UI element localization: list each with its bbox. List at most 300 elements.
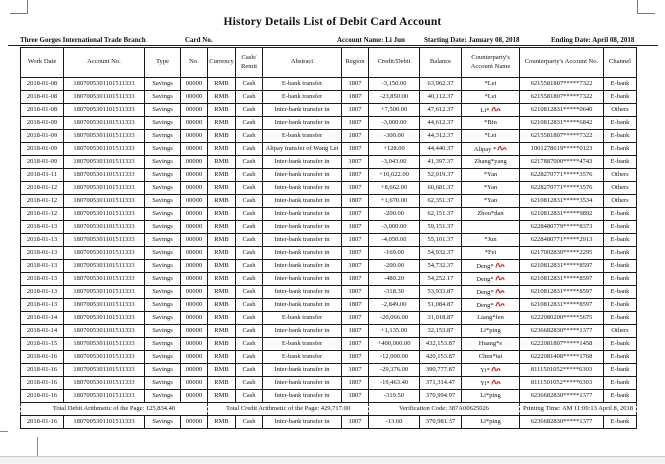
table-row	[21, 143, 637, 156]
cell-account: 1807005301101511333	[64, 299, 145, 312]
cell-counterparty-account: 6228270771*****3576	[520, 169, 604, 182]
cell-account: 1807005301101511333	[64, 130, 145, 143]
cell-cash-remit: Cash	[236, 299, 263, 312]
cell-channel: E-bank	[604, 221, 637, 234]
history-table	[20, 47, 637, 429]
cell-type: Savings	[145, 195, 181, 208]
cell-counterparty-name: Deng*	[462, 299, 520, 312]
cell-channel: E-bank	[604, 286, 637, 299]
cell-abstract: E-bank transfer	[263, 338, 342, 351]
cell-cash-remit: Cash	[236, 91, 263, 104]
cell-channel: E-bank	[604, 130, 637, 143]
crop-mark-top-left-vertical	[27, 0, 28, 13]
cell-region: 1807	[342, 273, 369, 286]
cell-account: 1807005301101511333	[64, 273, 145, 286]
cell-type: Savings	[145, 260, 181, 273]
cell-no: 00000	[181, 416, 208, 429]
cell-no: 00000	[181, 208, 208, 221]
cell-no: 00000	[181, 247, 208, 260]
cell-abstract: Inter-bank transfer in	[263, 221, 342, 234]
cell-no: 00000	[181, 312, 208, 325]
col-header-0: Work Date	[21, 48, 64, 78]
cell-type: Savings	[145, 338, 181, 351]
cell-channel: E-bank	[604, 156, 637, 169]
cell-counterparty-account: 6236682830*****1377	[520, 325, 604, 338]
cell-currency: RMB	[208, 273, 236, 286]
cell-currency: RMB	[208, 143, 236, 156]
cell-currency: RMB	[208, 286, 236, 299]
cell-region: 1807	[342, 169, 369, 182]
cell-channel: E-bank	[604, 78, 637, 91]
cell-account: 1807005301101511333	[64, 234, 145, 247]
cell-currency: RMB	[208, 156, 236, 169]
cell-credit-debit: -319.50	[369, 390, 420, 403]
cell-type: Savings	[145, 143, 181, 156]
cell-type: Savings	[145, 208, 181, 221]
total-debit: Total Debit Arithmetic of the Page: 125,834.40	[21, 403, 208, 416]
cell-currency: RMB	[208, 364, 236, 377]
cell-date: 2018-01-14	[21, 325, 64, 338]
cell-type: Savings	[145, 364, 181, 377]
cell-date: 2018-01-16	[21, 377, 64, 390]
cell-channel: E-bank	[604, 351, 637, 364]
cell-abstract: Inter-bank transfer in	[263, 195, 342, 208]
cell-account: 1807005301101511333	[64, 325, 145, 338]
cell-type: Savings	[145, 130, 181, 143]
cell-counterparty-name: *Yan	[462, 195, 520, 208]
cell-abstract: Inter-bank transfer in	[263, 104, 342, 117]
cell-date: 2018-01-13	[21, 234, 64, 247]
cell-credit-debit: -3,043.00	[369, 156, 420, 169]
cell-credit-debit: +8,662.00	[369, 182, 420, 195]
cell-credit-debit: +1,135.00	[369, 325, 420, 338]
cell-counterparty-account: 6222080200*****5675	[520, 312, 604, 325]
cell-region: 1807	[342, 208, 369, 221]
cell-balance: 32,153.87	[420, 325, 462, 338]
cell-channel: Others	[604, 182, 637, 195]
cell-channel: Others	[604, 104, 637, 117]
cell-balance: 44,612.37	[420, 117, 462, 130]
cell-channel: E-bank	[604, 208, 637, 221]
cell-no: 00000	[181, 377, 208, 390]
cell-counterparty-account: 6210812831*****8597	[520, 286, 604, 299]
cell-no: 00000	[181, 221, 208, 234]
cell-counterparty-name	[462, 221, 520, 234]
cell-type: Savings	[145, 325, 181, 338]
cell-channel: Others	[604, 195, 637, 208]
cell-credit-debit: -200.00	[369, 208, 420, 221]
cell-account: 1807005301101511333	[64, 208, 145, 221]
cell-account: 1807005301101511333	[64, 195, 145, 208]
cell-currency: RMB	[208, 78, 236, 91]
cell-counterparty-account: 6215581807*****7322	[520, 78, 604, 91]
cell-date: 2018-01-14	[21, 312, 64, 325]
cell-cash-remit: Cash	[236, 143, 263, 156]
cell-region: 1807	[342, 78, 369, 91]
crop-mark-top-left	[10, 13, 28, 14]
cell-date: 2018-01-13	[21, 247, 64, 260]
cell-channel: E-bank	[604, 260, 637, 273]
table-row	[21, 364, 637, 377]
table-row	[21, 156, 637, 169]
red-annotation-icon	[491, 378, 501, 386]
cell-date: 2018-01-11	[21, 169, 64, 182]
info-underline	[8, 45, 658, 46]
cell-cash-remit: Cash	[236, 364, 263, 377]
cell-balance: 40,112.37	[420, 91, 462, 104]
cell-credit-debit: -4,050.00	[369, 234, 420, 247]
cell-type: Savings	[145, 104, 181, 117]
cell-counterparty-name: Li*ping	[462, 325, 520, 338]
cell-counterparty-name: Deng*	[462, 260, 520, 273]
cell-type: Savings	[145, 390, 181, 403]
cell-no: 00000	[181, 195, 208, 208]
cell-counterparty-account: 6222081807*****1458	[520, 338, 604, 351]
cell-type: Savings	[145, 169, 181, 182]
cell-abstract: E-bank transfer	[263, 351, 342, 364]
cell-abstract: Inter-bank transfer in	[263, 208, 342, 221]
table-row	[21, 91, 637, 104]
cell-cash-remit: Cash	[236, 130, 263, 143]
cell-cash-remit: Cash	[236, 234, 263, 247]
cell-abstract: Alipay transfer of Wang Lei	[263, 143, 342, 156]
cell-date: 2018-01-16	[21, 351, 64, 364]
cell-date: 2018-01-09	[21, 130, 64, 143]
cell-cash-remit: Cash	[236, 312, 263, 325]
cell-region: 1807	[342, 338, 369, 351]
cell-cash-remit: Cash	[236, 182, 263, 195]
page-title: History Details List of Debit Card Account	[223, 16, 442, 28]
cell-date: 2018-01-12	[21, 182, 64, 195]
table-row	[21, 130, 637, 143]
cell-region: 1807	[342, 260, 369, 273]
cell-channel: E-bank	[604, 143, 637, 156]
cell-channel: E-bank	[604, 338, 637, 351]
cell-cash-remit: Cash	[236, 325, 263, 338]
cell-date: 2018-01-16	[21, 364, 64, 377]
cell-currency: RMB	[208, 182, 236, 195]
outside-page-area	[0, 457, 665, 464]
table-row	[21, 273, 637, 286]
cell-abstract: E-bank transfer	[263, 91, 342, 104]
branch-name: Three Gorges International Trade Branch	[20, 36, 146, 44]
cell-type: Savings	[145, 117, 181, 130]
cell-counterparty-account: 6228480779*****8373	[520, 221, 604, 234]
cell-region: 1807	[342, 221, 369, 234]
crop-mark-top-right-vertical	[637, 0, 638, 13]
col-header-6: Abstract	[263, 48, 342, 78]
cell-counterparty-name: *Lei	[462, 78, 520, 91]
cell-counterparty-account: 6210812831*****8597	[520, 299, 604, 312]
cell-account: 1807005301101511333	[64, 247, 145, 260]
cell-channel: E-bank	[604, 117, 637, 130]
cell-abstract: Inter-bank transfer in	[263, 169, 342, 182]
crop-mark-top-right	[637, 13, 655, 14]
cell-balance: 54,932.37	[420, 247, 462, 260]
table-row	[21, 286, 637, 299]
cell-credit-debit: -12,000.00	[369, 351, 420, 364]
cell-date: 2018-01-09	[21, 143, 64, 156]
cell-type: Savings	[145, 221, 181, 234]
cell-abstract: Inter-bank transfer in	[263, 182, 342, 195]
cell-account: 1807005301101511333	[64, 143, 145, 156]
cell-date: 2018-01-16	[21, 390, 64, 403]
cell-counterparty-account: 6210812831*****6842	[520, 117, 604, 130]
cell-abstract: Inter-bank transfer in	[263, 325, 342, 338]
cell-counterparty-account: 6210812831*****9892	[520, 208, 604, 221]
cell-cash-remit: Cash	[236, 338, 263, 351]
cell-type: Savings	[145, 351, 181, 364]
cell-counterparty-account: 6210812831*****3534	[520, 195, 604, 208]
cell-credit-debit: -29,376.00	[369, 364, 420, 377]
cell-balance: 63,962.37	[420, 78, 462, 91]
cell-abstract: E-bank transfer	[263, 78, 342, 91]
cell-channel: E-bank	[604, 364, 637, 377]
col-header-9: Balance	[420, 48, 462, 78]
cell-account: 1807005301101511333	[64, 169, 145, 182]
table-row	[21, 351, 637, 364]
cell-region: 1807	[342, 182, 369, 195]
cell-account: 1807005301101511333	[64, 221, 145, 234]
cell-type: Savings	[145, 234, 181, 247]
cell-cash-remit: Cash	[236, 117, 263, 130]
cell-abstract: Inter-bank transfer in	[263, 364, 342, 377]
cell-no: 00000	[181, 286, 208, 299]
cell-date: 2018-01-13	[21, 221, 64, 234]
cell-credit-debit: -200.00	[369, 260, 420, 273]
cell-region: 1807	[342, 390, 369, 403]
cell-date: 2018-01-13	[21, 286, 64, 299]
cell-balance: 55,101.37	[420, 234, 462, 247]
cell-credit-debit: +128.00	[369, 143, 420, 156]
cell-balance: 390,777.87	[420, 364, 462, 377]
cell-type: Savings	[145, 299, 181, 312]
cell-currency: RMB	[208, 338, 236, 351]
cell-cash-remit: Cash	[236, 221, 263, 234]
table-row	[21, 299, 637, 312]
cell-date: 2018-01-13	[21, 260, 64, 273]
cell-region: 1807	[342, 156, 369, 169]
cell-date: 2018-01-08	[21, 104, 64, 117]
cell-abstract: Inter-bank transfer in	[263, 156, 342, 169]
cell-date: 2018-01-13	[21, 299, 64, 312]
cell-counterparty-name: Yi*	[462, 377, 520, 390]
cell-abstract: Inter-bank transfer in	[263, 273, 342, 286]
table-row	[21, 195, 637, 208]
cell-type: Savings	[145, 182, 181, 195]
cell-credit-debit: -19,463.40	[369, 377, 420, 390]
cell-counterparty-account: 6228270771*****3576	[520, 182, 604, 195]
cell-channel: E-bank	[604, 234, 637, 247]
cell-credit-debit: +7,500.00	[369, 104, 420, 117]
cell-channel: E-bank	[604, 416, 637, 429]
cell-no: 00000	[181, 273, 208, 286]
cell-date: 2018-01-12	[21, 195, 64, 208]
cell-account: 1807005301101511333	[64, 312, 145, 325]
cell-cash-remit: Cash	[236, 351, 263, 364]
ending-date: Ending Date: April 08, 2018	[551, 36, 635, 44]
cell-counterparty-name: Zhang*yang	[462, 156, 520, 169]
cell-counterparty-account: 6210812831*****8597	[520, 260, 604, 273]
cell-balance: 53,933.87	[420, 286, 462, 299]
cell-counterparty-name: *Lei	[462, 130, 520, 143]
cell-account: 1807005301101511333	[64, 260, 145, 273]
cell-no: 00000	[181, 91, 208, 104]
cell-counterparty-account: 6236682830*****1377	[520, 416, 604, 429]
cell-credit-debit: -13.60	[369, 416, 420, 429]
cell-currency: RMB	[208, 390, 236, 403]
col-header-10: Counterparty's Account Name	[462, 48, 520, 78]
cell-region: 1807	[342, 104, 369, 117]
cell-date: 2018-01-16	[21, 416, 64, 429]
cell-cash-remit: Cash	[236, 286, 263, 299]
cell-credit-debit: -2,849.00	[369, 299, 420, 312]
cell-counterparty-name: Alipay *	[462, 143, 520, 156]
red-annotation-icon	[495, 287, 505, 295]
cell-type: Savings	[145, 286, 181, 299]
account-name: Account Name: Li Jun	[337, 36, 405, 44]
cell-counterparty-name: Liang*fen	[462, 312, 520, 325]
cell-channel: E-bank	[604, 312, 637, 325]
table-row	[21, 208, 637, 221]
cell-no: 00000	[181, 338, 208, 351]
cell-counterparty-account: 6215581807*****7322	[520, 130, 604, 143]
cell-cash-remit: Cash	[236, 273, 263, 286]
cell-abstract: E-bank transfer	[263, 312, 342, 325]
cell-counterparty-name: *Lei	[462, 91, 520, 104]
col-header-1: Account No.	[64, 48, 145, 78]
cell-channel: E-bank	[604, 390, 637, 403]
cell-currency: RMB	[208, 299, 236, 312]
cell-currency: RMB	[208, 169, 236, 182]
col-header-7: Region	[342, 48, 369, 78]
cell-cash-remit: Cash	[236, 247, 263, 260]
starting-date: Starting Date: January 08, 2018	[424, 36, 520, 44]
cell-credit-debit: -318.30	[369, 286, 420, 299]
cell-channel: E-bank	[604, 299, 637, 312]
cell-counterparty-name: Li*ping	[462, 416, 520, 429]
cell-currency: RMB	[208, 247, 236, 260]
cell-no: 00000	[181, 117, 208, 130]
cell-counterparty-name: Huang*e	[462, 338, 520, 351]
cell-type: Savings	[145, 377, 181, 390]
table-row	[21, 104, 637, 117]
cell-region: 1807	[342, 143, 369, 156]
cell-currency: RMB	[208, 91, 236, 104]
cell-abstract: Inter-bank transfer in	[263, 286, 342, 299]
total-credit: Total Credit Arithmetic of the Page: 429,717.00	[208, 403, 369, 416]
cell-account: 1807005301101511333	[64, 156, 145, 169]
cell-type: Savings	[145, 156, 181, 169]
cell-counterparty-name: *Fei	[462, 247, 520, 260]
cell-counterparty-account: 8111501052*****6303	[520, 364, 604, 377]
cell-balance: 47,612.37	[420, 104, 462, 117]
cell-credit-debit: -169.00	[369, 247, 420, 260]
cell-type: Savings	[145, 273, 181, 286]
cell-cash-remit: Cash	[236, 260, 263, 273]
cell-region: 1807	[342, 351, 369, 364]
cell-no: 00000	[181, 364, 208, 377]
crop-mark-bottom-vertical	[37, 437, 38, 456]
cell-date: 2018-01-09	[21, 117, 64, 130]
cell-currency: RMB	[208, 377, 236, 390]
cell-region: 1807	[342, 377, 369, 390]
table-body	[21, 78, 637, 429]
cell-no: 00000	[181, 130, 208, 143]
cell-date: 2018-01-13	[21, 273, 64, 286]
card-no-label: Card No.	[185, 36, 213, 44]
cell-type: Savings	[145, 312, 181, 325]
table-row	[21, 338, 637, 351]
cell-currency: RMB	[208, 416, 236, 429]
cell-counterparty-name: Deng*	[462, 273, 520, 286]
cell-date: 2018-01-08	[21, 78, 64, 91]
cell-counterparty-account: 6210812831*****0640	[520, 104, 604, 117]
cell-credit-debit: -3,000.00	[369, 221, 420, 234]
cell-currency: RMB	[208, 221, 236, 234]
cell-counterparty-account: 6217002830*****2295	[520, 247, 604, 260]
cell-counterparty-account: 6222081408*****1768	[520, 351, 604, 364]
table-row	[21, 260, 637, 273]
cell-counterparty-name: *Yan	[462, 182, 520, 195]
cell-region: 1807	[342, 195, 369, 208]
cell-account: 1807005301101511333	[64, 91, 145, 104]
cell-balance: 54,732.37	[420, 260, 462, 273]
cell-currency: RMB	[208, 208, 236, 221]
cell-date: 2018-01-08	[21, 91, 64, 104]
col-header-2: Type	[145, 48, 181, 78]
cell-balance: 44,312.37	[420, 130, 462, 143]
table-row	[21, 325, 637, 338]
col-header-8: Credit/Debit	[369, 48, 420, 78]
cell-type: Savings	[145, 416, 181, 429]
cell-cash-remit: Cash	[236, 156, 263, 169]
cell-channel: Others	[604, 169, 637, 182]
cell-counterparty-name: *Jun	[462, 234, 520, 247]
cell-abstract: Inter-bank transfer in	[263, 234, 342, 247]
cell-no: 00000	[181, 104, 208, 117]
cell-credit-debit: +400,000.00	[369, 338, 420, 351]
cell-balance: 41,397.37	[420, 156, 462, 169]
cell-region: 1807	[342, 325, 369, 338]
cell-channel: Others	[604, 325, 637, 338]
table-row	[21, 390, 637, 403]
cell-credit-debit: -3,000.00	[369, 117, 420, 130]
table-row	[21, 221, 637, 234]
cell-credit-debit: -300.00	[369, 130, 420, 143]
cell-counterparty-name: Zhou*dan	[462, 208, 520, 221]
cell-credit-debit: -20,066.00	[369, 312, 420, 325]
cell-balance: 62,351.37	[420, 195, 462, 208]
cell-counterparty-account: 6236682830*****1377	[520, 390, 604, 403]
cell-currency: RMB	[208, 312, 236, 325]
cell-abstract: Inter-bank transfer in	[263, 416, 342, 429]
table-row	[21, 169, 637, 182]
cell-account: 1807005301101511333	[64, 104, 145, 117]
cell-balance: 60,681.37	[420, 182, 462, 195]
table-row	[21, 312, 637, 325]
cell-currency: RMB	[208, 130, 236, 143]
col-header-5: Cash/ Remit	[236, 48, 263, 78]
cell-no: 00000	[181, 299, 208, 312]
cell-credit-debit: -23,850.00	[369, 91, 420, 104]
cell-balance: 31,018.87	[420, 312, 462, 325]
cell-no: 00000	[181, 169, 208, 182]
cell-account: 1807005301101511333	[64, 78, 145, 91]
cell-no: 00000	[181, 78, 208, 91]
totals-row	[21, 403, 637, 416]
cell-balance: 62,151.37	[420, 208, 462, 221]
